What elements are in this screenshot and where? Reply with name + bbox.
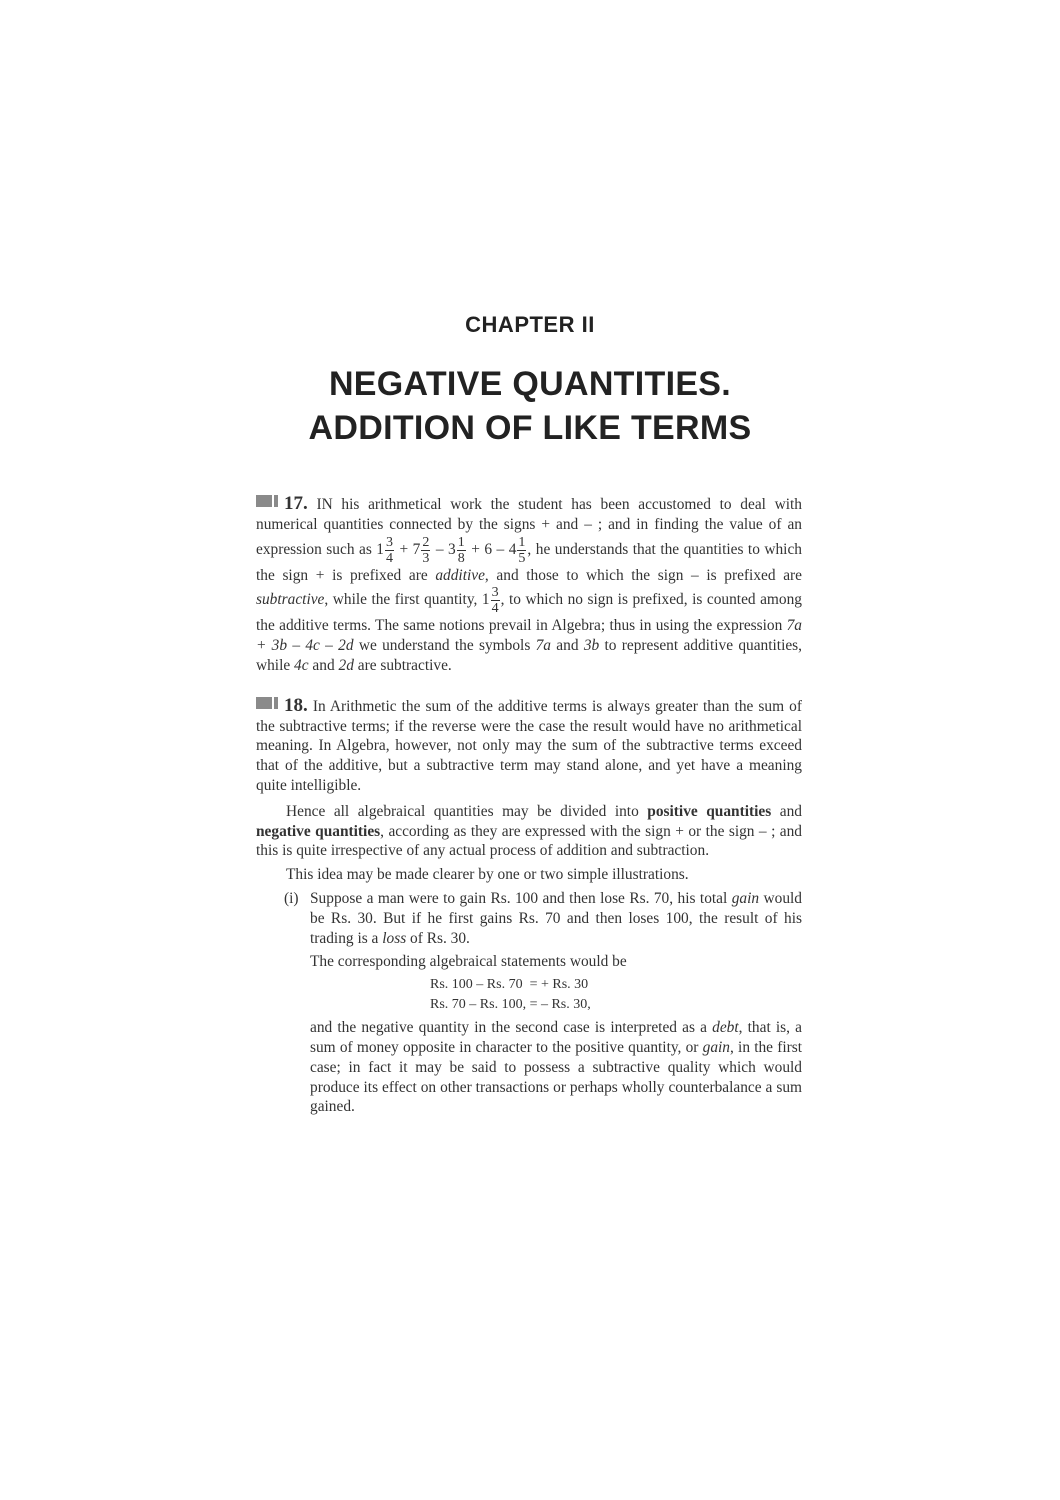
text: and the negative quantity in the second case is interpreted as a (310, 1019, 713, 1037)
text: and (551, 637, 584, 655)
fraction (517, 535, 526, 566)
numerator: 1 (457, 534, 465, 550)
operator: + 6 – (466, 540, 509, 558)
operator: – (431, 540, 449, 558)
text: would be Rs. 30. But if he first gains Rs. 70 and then loses 100, the result of his trading is a (310, 889, 803, 947)
text: , to which no sign is prefixed, is counted among the additive terms. The same notions prevail in Algebra; thus in using the expression (256, 591, 802, 635)
illustration-text (310, 1018, 802, 1117)
denominator: 4 (491, 601, 499, 617)
algebraic-statements (430, 975, 802, 1015)
text: IN his arithmetical work the student has been accustomed to deal with numerical quantities connected by the signs + and – ; and in finding the value of an expression such as (256, 496, 802, 558)
illustration-text (284, 889, 803, 948)
emphasis: loss (382, 929, 407, 947)
fraction (385, 535, 394, 566)
text: , in the first case; in fact it may be said to possess a subtractive quality which would produce its effect on other transactions or perhaps wholly counterbalance a sum gained. (310, 1038, 802, 1116)
denominator: 8 (457, 550, 465, 566)
bold-term: positive quantities (647, 802, 772, 820)
text: , while the first quantity, (324, 591, 482, 609)
chapter-title-line-2: ADDITION OF LIKE TERMS (308, 409, 752, 447)
emphasis: subtractive (256, 591, 325, 609)
numerator: 1 (518, 534, 526, 550)
denominator: 4 (386, 550, 393, 566)
algebraic-expression: 7a + 3b – 4c – 2d (256, 617, 802, 655)
chapter-title (0, 362, 1060, 450)
paragraph: This idea may be made clearer by one or two simple illustrations. (286, 866, 689, 884)
text: , and those to which the sign – is prefixed are (484, 566, 802, 584)
whole: 1 (481, 591, 490, 609)
denominator: 3 (422, 550, 430, 566)
symbol: 2d (338, 656, 354, 674)
fraction (457, 535, 466, 566)
text: and (308, 656, 339, 674)
section-17 (256, 494, 802, 676)
paragraph (256, 802, 802, 861)
symbol: 3b (583, 637, 600, 655)
section-number: 17. (284, 493, 308, 514)
whole: 1 (376, 540, 384, 558)
emphasis: gain (702, 1038, 730, 1056)
numerator: 3 (491, 585, 499, 601)
illustration-1 (284, 889, 803, 1117)
text: , he understands that the quantities to which the sign + is prefixed are (256, 540, 802, 584)
body-text (256, 494, 802, 1117)
bold-term: negative quantities (256, 822, 381, 840)
statement-2: Rs. 70 – Rs. 100, = – Rs. 30, (430, 997, 591, 1013)
illustration-text: The corresponding algebraical statements would be (310, 953, 627, 971)
text: Hence all algebraical quantities may be divided into (286, 802, 648, 820)
chapter-title-line-1: NEGATIVE QUANTITIES. (328, 365, 732, 403)
fraction (491, 585, 500, 616)
emphasis: additive (435, 566, 485, 584)
whole: 3 (448, 540, 456, 558)
text: Suppose a man were to gain Rs. 100 and then lose Rs. 70, his total (310, 889, 732, 907)
emphasis: debt (712, 1019, 739, 1037)
text: , according as they are expressed with the sign + or the sign – ; and this is quite irrespective of any actual process of addition and subtraction. (256, 822, 803, 860)
operator: + (395, 540, 413, 558)
symbol: 4c (294, 656, 309, 674)
section-number: 18. (284, 694, 308, 716)
denominator: 5 (518, 550, 526, 566)
section-marker-icon (256, 697, 278, 709)
text: In Arithmetic the sum of the additive terms is always greater than the sum of the subtractive terms; if the reverse were the case the result would have no arithmetical meaning. In Algebra, however, not only may the sum of the subtractive terms exceed that of the additive, but a subtractive term may stand alone, and yet have a meaning quite intelligible. (256, 697, 802, 794)
expression (376, 534, 527, 566)
whole: 7 (412, 540, 421, 558)
text: to represent additive quantities, while (256, 637, 803, 674)
text: we understand the symbols (353, 637, 536, 655)
text: of Rs. 30. (406, 929, 470, 947)
text: are subtractive. (353, 656, 452, 674)
emphasis: gain (731, 889, 760, 907)
symbol: 7a (535, 637, 551, 655)
numerator: 3 (386, 534, 393, 550)
fraction (421, 535, 430, 566)
text: and (771, 802, 802, 820)
numerator: 2 (422, 534, 430, 550)
section-marker-icon (256, 495, 278, 507)
text: , that is, a sum of money opposite in character to the positive quantity, or (310, 1019, 802, 1056)
chapter-label: CHAPTER II (465, 312, 595, 337)
illustration-label: (i) (284, 889, 299, 907)
whole: 4 (508, 540, 517, 558)
section-18 (256, 696, 802, 796)
statement-1: Rs. 100 – Rs. 70 = + Rs. 30 (430, 977, 589, 993)
